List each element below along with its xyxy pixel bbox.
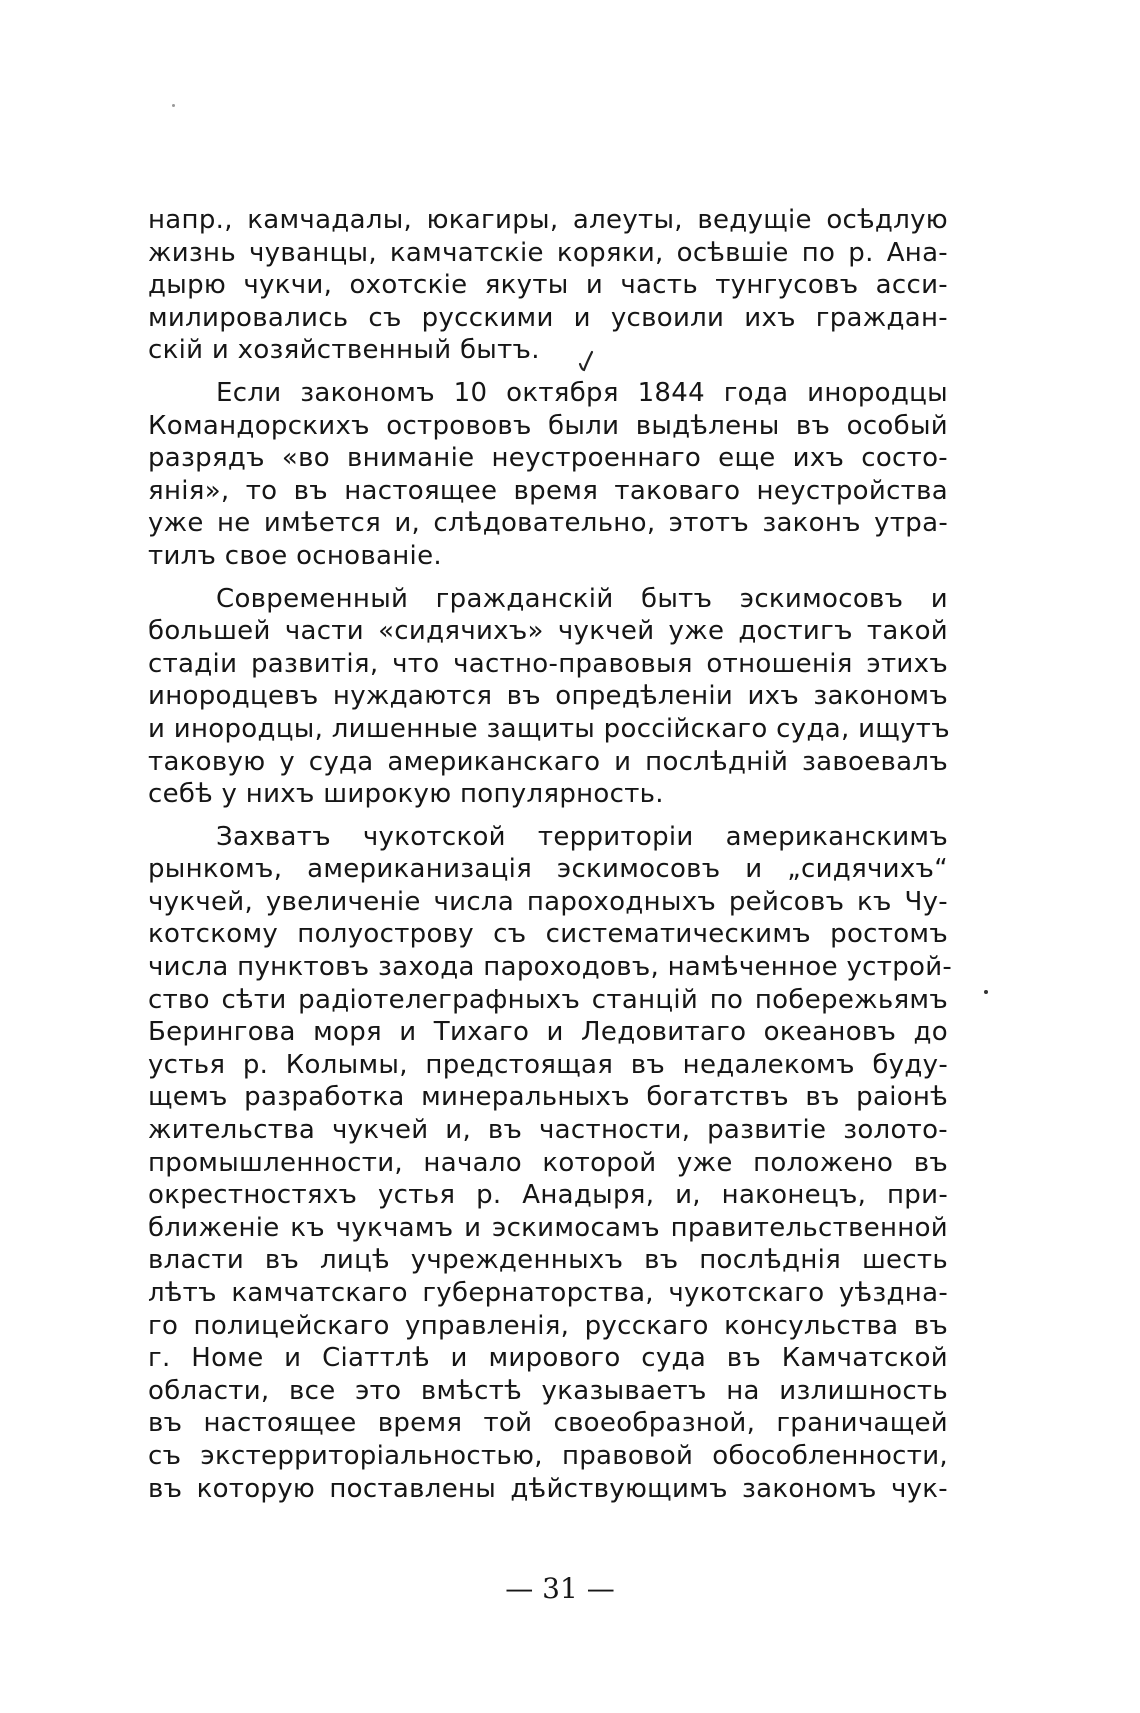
text-line: тилъ свое основаніе. — [148, 540, 442, 571]
text-line: таковую у суда американскаго и послѣдній завоевалъ — [148, 746, 948, 777]
text-line: Если закономъ 10 октября 1844 года инородцы — [216, 377, 948, 408]
text-line: устья р. Колымы, предстоящая въ недалекомъ буду- — [148, 1049, 948, 1080]
paragraph-gap — [148, 573, 948, 583]
text-line: Современный гражданскій бытъ эскимосовъ и — [216, 583, 948, 614]
body-text — [148, 204, 953, 1505]
text-line: съ экстерриторіальностью, правовой обособленности, — [148, 1440, 948, 1471]
text-line: уже не имѣется и, слѣдовательно, этотъ законъ утра- — [148, 508, 948, 539]
text-line: Берингова моря и Тихаго и Ледовитаго океановъ до — [148, 1017, 948, 1048]
text-line: рынкомъ, американизація эскимосовъ и „сидячихъ“ — [148, 854, 948, 885]
text-line: напр., камчадалы, юкагиры, алеуты, ведущіе осѣдлую — [148, 205, 948, 235]
text-line: числа пунктовъ захода пароходовъ, намѣченное устрой- — [148, 952, 953, 983]
text-line: себѣ у нихъ широкую популярность. — [148, 779, 664, 810]
text-line: области, все это вмѣстѣ указываетъ на излишность — [148, 1375, 948, 1406]
text-line: ство сѣти радіотелеграфныхъ станцій по побережьямъ — [148, 984, 948, 1015]
text-line: окрестностяхъ устья р. Анадыря, и, наконецъ, при- — [148, 1180, 948, 1211]
text-line: жительства чукчей и, въ частности, развитіе золото- — [148, 1115, 948, 1146]
text-line: чукчей, увеличеніе числа пароходныхъ рейсовъ къ Чу- — [148, 886, 948, 917]
text-line: лѣтъ камчатскаго губернаторства, чукотскаго уѣздна- — [148, 1278, 948, 1308]
paragraph-gap — [148, 811, 948, 821]
text-line: жизнь чуванцы, камчатскіе коряки, осѣвшіе по р. Ана- — [148, 237, 948, 268]
scan-speck — [172, 104, 175, 107]
text-line: Командорскихъ острововъ были выдѣлены въ особый — [148, 410, 948, 441]
text-line: разрядъ «во вниманіе неустроеннаго еще ихъ состо- — [148, 443, 948, 474]
paragraph-gap — [148, 367, 948, 377]
text-line: г. Номе и Сіаттлѣ и мирового суда въ Камчатской — [148, 1343, 948, 1374]
text-line: стадіи развитія, что частно-правовыя отношенія этихъ — [148, 648, 948, 679]
text-line: янія», то въ настоящее время таковаго неустройства — [148, 475, 948, 506]
page-number: — 31 — — [505, 1572, 615, 1605]
text-line: щемъ разработка минеральныхъ богатствъ въ раіонѣ — [148, 1082, 948, 1113]
text-line: дырю чукчи, охотскіе якуты и часть тунгусовъ асси- — [148, 270, 948, 301]
text-line: въ которую поставлены дѣйствующимъ закономъ чук- — [148, 1473, 948, 1504]
pencil-check-icon — [578, 350, 594, 372]
text-line: Захватъ чукотской территоріи американскимъ — [216, 821, 948, 852]
text-line: ближеніе къ чукчамъ и эскимосамъ правительственной — [148, 1212, 948, 1243]
text-line: инородцевъ нуждаются въ опредѣленіи ихъ закономъ — [148, 681, 948, 712]
text-line: большей части «сидячихъ» чукчей уже достигъ такой — [148, 616, 948, 647]
text-line: въ настоящее время той своеобразной, граничащей — [148, 1408, 948, 1439]
text-line: милировались съ русскими и усвоили ихъ граждан- — [148, 302, 948, 333]
text-line: власти въ лицѣ учрежденныхъ въ послѣднія шесть — [148, 1245, 948, 1276]
text-line: и инородцы, лишенные защиты россійскаго суда, ищутъ — [148, 713, 950, 744]
text-line: котскому полуострову съ систематическимъ ростомъ — [148, 919, 948, 950]
text-line: промышленности, начало которой уже положено въ — [148, 1147, 948, 1178]
text-line: скій и хозяйственный бытъ. — [148, 335, 540, 366]
text-line: го полицейскаго управленія, русскаго консульства въ — [148, 1310, 948, 1341]
scan-speck — [984, 990, 988, 994]
